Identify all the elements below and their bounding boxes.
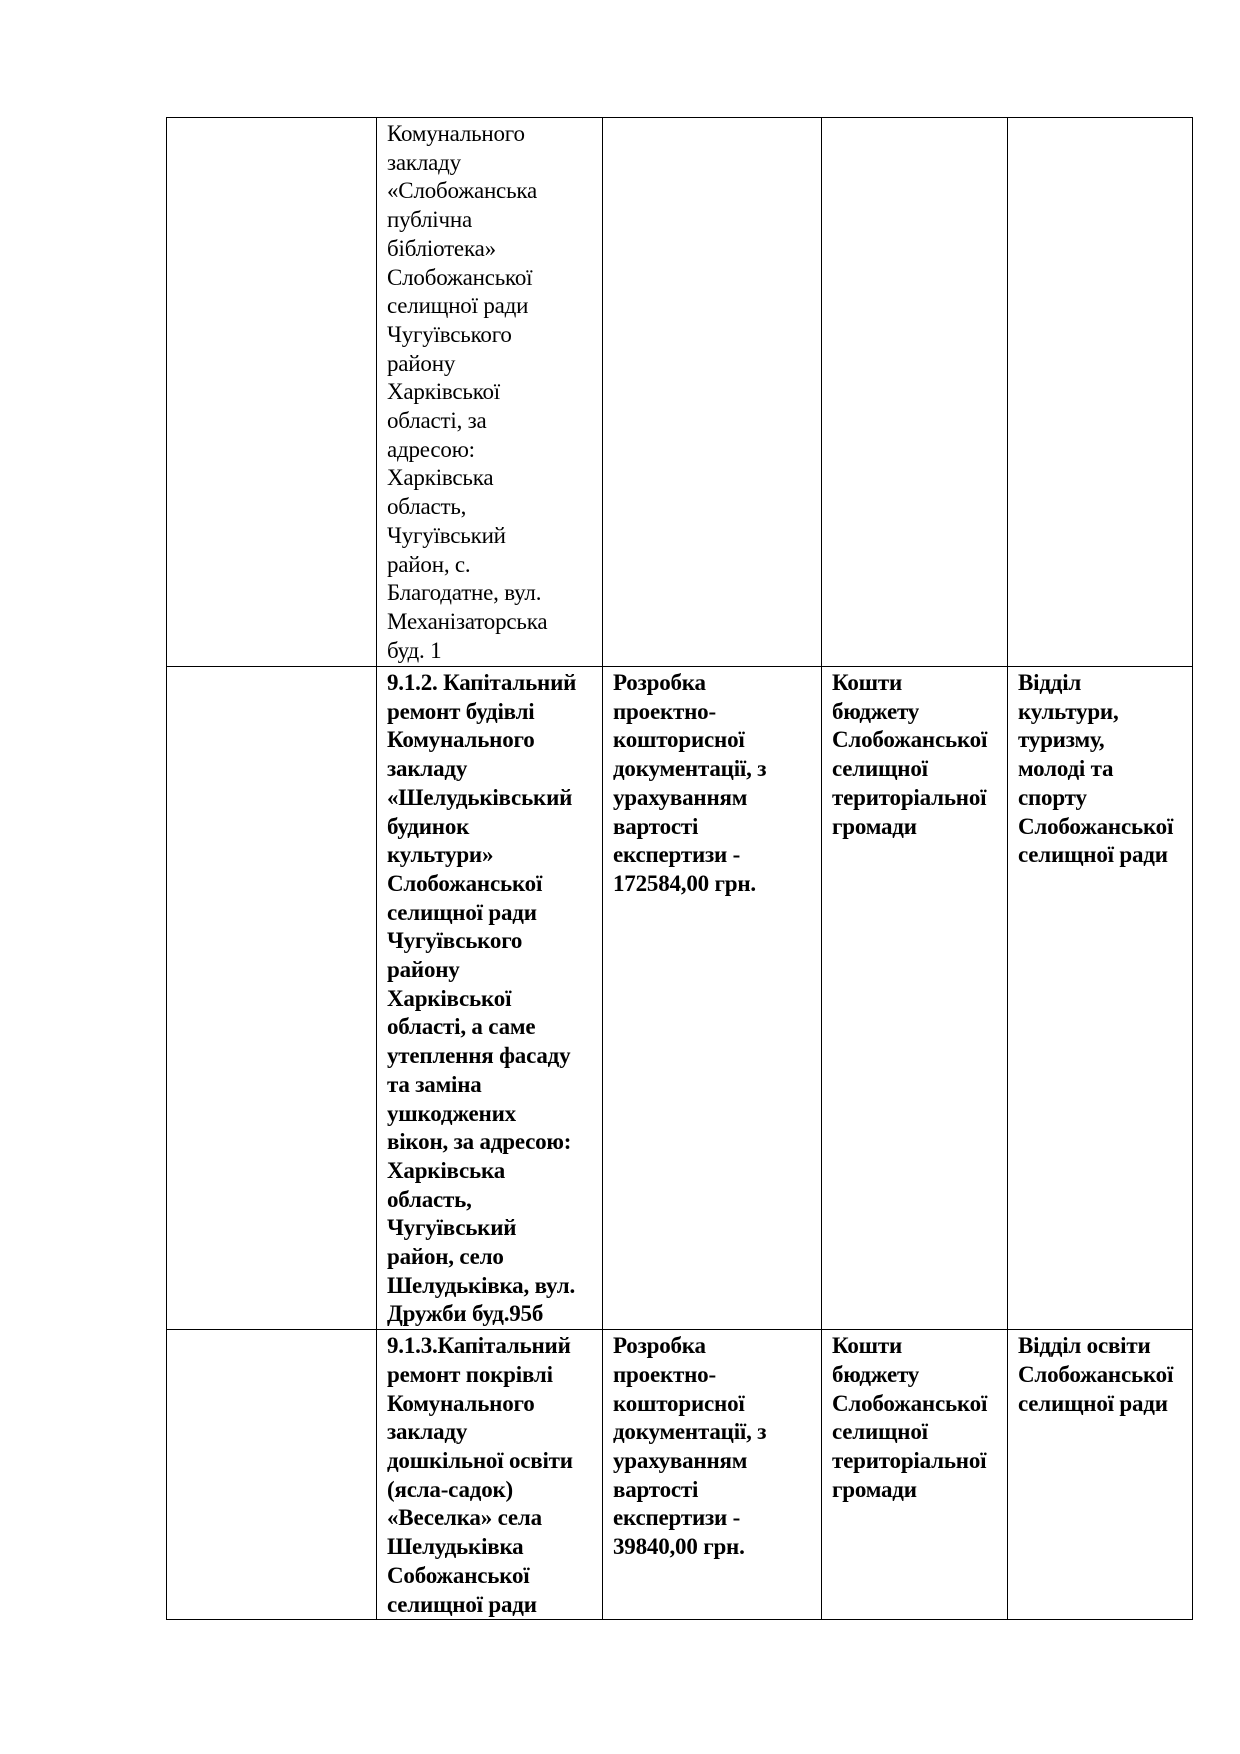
cell-text-line: селищної ради [1018, 842, 1168, 868]
cell-text-line: Відділ освіти [1018, 1333, 1151, 1359]
cell-text-line: Шелудьківка, вул. [387, 1272, 576, 1298]
cell-text-line: району [387, 957, 460, 983]
executor-cell [1008, 1330, 1193, 1620]
cell-text-line: область, [387, 1186, 472, 1212]
cell-text-line: область, [387, 494, 467, 520]
cell-text-line: громади [832, 1476, 917, 1502]
program-name-cell [167, 118, 377, 667]
measure-cell [377, 667, 603, 1330]
cell-text-line: Розробка [613, 1333, 706, 1359]
cell-text-line: кошторисної [613, 727, 745, 753]
cell-text-line: вартості [613, 1476, 699, 1502]
work-cell [603, 118, 822, 667]
cell-text-line: 9.1.2. Капітальний [387, 670, 577, 695]
cell-text-line: адресою: [387, 436, 475, 462]
cell-text-line: проектно- [613, 698, 716, 724]
cell-text-line: Слобожанської [1018, 813, 1174, 839]
cell-text-line: селищної [832, 1419, 928, 1445]
table-row [167, 1330, 1193, 1620]
cell-text-line: ремонт будівлі [387, 698, 535, 724]
cell-text-line: територіальної [832, 784, 987, 810]
table-row [167, 667, 1193, 1330]
funding-cell [822, 667, 1008, 1330]
cell-text-line: Чугуївський [387, 1215, 517, 1241]
cell-text-line: громади [832, 813, 917, 839]
cell-text-line: Слобожанської [832, 1390, 988, 1416]
cell-text-line: Слобожанської [387, 870, 543, 896]
cell-text-line: Комунального [387, 727, 535, 753]
cell-text-line: 172584,00 грн. [613, 870, 756, 896]
cell-text-line: Чугуївського [387, 928, 523, 954]
program-name-cell [167, 667, 377, 1330]
cell-text-line: ремонт покрівлі [387, 1361, 553, 1387]
cell-text-line: (ясла-садок) [387, 1476, 514, 1502]
cell-text-line: Шелудьківка [387, 1534, 524, 1560]
cell-text-line: будинок [387, 813, 470, 839]
cell-text-line: вартості [613, 813, 699, 839]
cell-text-line: молоді та [1018, 756, 1114, 782]
cell-text-line: Комунального [387, 121, 525, 146]
cell-text-line: буд. 1 [387, 637, 442, 663]
table-row [167, 118, 1193, 667]
cell-text-line: Харківської [387, 985, 512, 1011]
cell-text-line: області, за [387, 408, 487, 434]
cell-text-line: вікон, за адресою: [387, 1129, 572, 1155]
cell-text-line: Відділ [1018, 670, 1082, 695]
cell-text-line: 9.1.3.Капітальний [387, 1333, 571, 1359]
cell-text-line: Розробка [613, 670, 706, 695]
program-measures-table [166, 117, 1193, 1620]
cell-text-line: кошторисної [613, 1390, 745, 1416]
cell-text-line: Собожанської [387, 1562, 530, 1588]
cell-text-line: експертизи - [613, 842, 741, 868]
cell-text-line: області, а саме [387, 1014, 536, 1040]
cell-text-line: району [387, 350, 456, 376]
cell-text-line: 39840,00 грн. [613, 1534, 745, 1560]
cell-text-line: район, с. [387, 551, 471, 577]
cell-text-line: Харківська [387, 465, 494, 491]
cell-text-line: документації, з [613, 756, 767, 782]
cell-text-line: публічна [387, 207, 472, 233]
executor-cell [1008, 118, 1193, 667]
cell-text-line: Механізаторська [387, 608, 548, 634]
cell-text-line: проектно- [613, 1361, 716, 1387]
cell-text-line: ушкоджених [387, 1100, 516, 1126]
funding-cell [822, 1330, 1008, 1620]
cell-text-line: район, село [387, 1244, 504, 1270]
cell-text-line: територіальної [832, 1447, 987, 1473]
program-name-cell [167, 1330, 377, 1620]
cell-text-line: «Веселка» села [387, 1505, 542, 1531]
cell-text-line: Кошти [832, 1333, 902, 1359]
cell-text-line: Харківська [387, 1157, 506, 1183]
cell-text-line: закладу [387, 1419, 468, 1445]
cell-text-line: культури, [1018, 698, 1119, 724]
cell-text-line: Слобожанської [387, 264, 533, 290]
cell-text-line: селищної ради [1018, 1390, 1168, 1416]
cell-text-line: селищної [832, 756, 928, 782]
cell-text-line: урахуванням [613, 784, 748, 810]
cell-text-line: закладу [387, 149, 461, 175]
cell-text-line: «Шелудьківський [387, 784, 573, 810]
cell-text-line: Комунального [387, 1390, 535, 1416]
cell-text-line: туризму, [1018, 727, 1105, 753]
cell-text-line: спорту [1018, 784, 1087, 810]
funding-cell [822, 118, 1008, 667]
cell-text-line: Кошти [832, 670, 902, 695]
measure-cell [377, 1330, 603, 1620]
measure-cell [377, 118, 603, 667]
cell-text-line: «Слобожанська [387, 178, 537, 204]
cell-text-line: бюджету [832, 698, 920, 724]
cell-text-line: документації, з [613, 1419, 767, 1445]
cell-text-line: Благодатне, вул. [387, 580, 542, 606]
cell-text-line: Чугуївського [387, 321, 512, 347]
cell-text-line: дошкільної освіти [387, 1447, 573, 1473]
executor-cell [1008, 667, 1193, 1330]
cell-text-line: Дружби буд.95б [387, 1301, 544, 1327]
cell-text-line: та заміна [387, 1071, 482, 1097]
cell-text-line: урахуванням [613, 1447, 748, 1473]
cell-text-line: утеплення фасаду [387, 1043, 571, 1069]
cell-text-line: бібліотека» [387, 235, 496, 261]
cell-text-line: експертизи - [613, 1505, 741, 1531]
cell-text-line: селищної ради [387, 293, 529, 319]
cell-text-line: Чугуївський [387, 522, 506, 548]
work-cell [603, 667, 822, 1330]
cell-text-line: Слобожанської [1018, 1361, 1174, 1387]
cell-text-line: культури» [387, 842, 494, 868]
work-cell [603, 1330, 822, 1620]
cell-text-line: Слобожанської [832, 727, 988, 753]
cell-text-line: Харківської [387, 379, 501, 405]
cell-text-line: бюджету [832, 1361, 920, 1387]
cell-text-line: селищної ради [387, 1591, 537, 1617]
cell-text-line: закладу [387, 756, 468, 782]
cell-text-line: селищної ради [387, 899, 537, 925]
